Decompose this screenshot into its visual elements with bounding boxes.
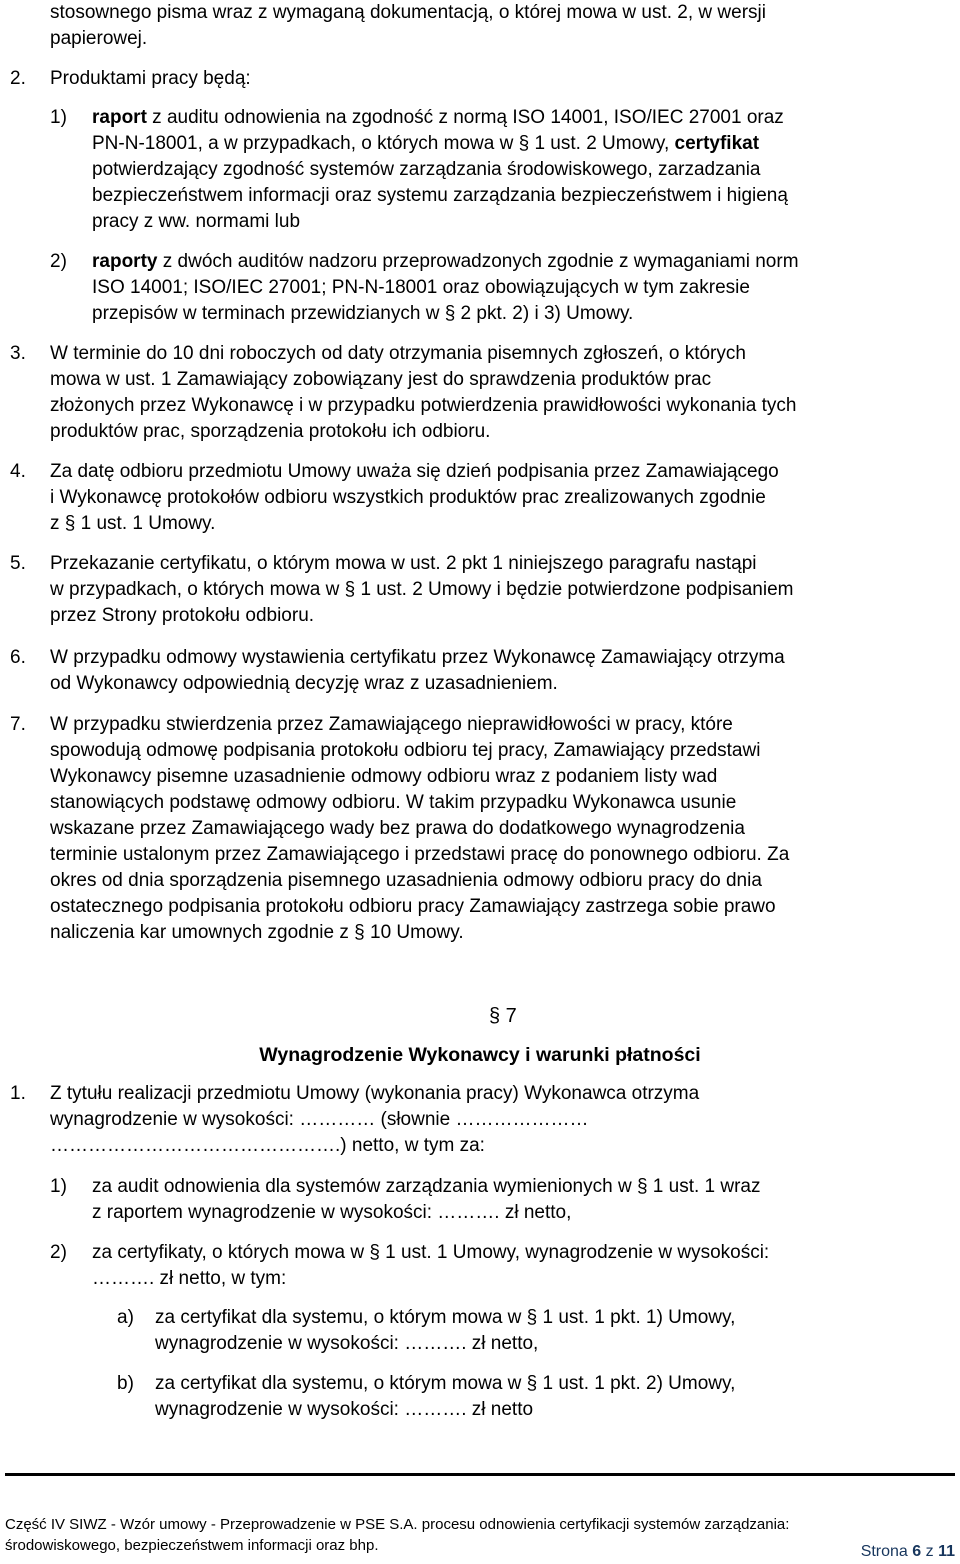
text-line: ostatecznego podpisania protokołu odbioru pracy Zamawiający zastrzega sobie prawo <box>50 896 776 917</box>
list-number: a) <box>117 1307 134 1328</box>
list-number: 2) <box>50 1242 67 1263</box>
text-line: W przypadku odmowy wystawienia certyfikatu przez Wykonawcę Zamawiający otrzyma <box>50 647 785 668</box>
text-line: Z tytułu realizacji przedmiotu Umowy (wykonania pracy) Wykonawca otrzyma <box>50 1083 700 1104</box>
list-number: 1) <box>50 107 67 128</box>
text-line: pracy z ww. normami lub <box>92 211 301 232</box>
text-span: PN-N-18001, a w przypadkach, o których mowa w § 1 ust. 2 Umowy, <box>92 133 675 154</box>
footer-divider <box>5 1473 955 1476</box>
text-line: z raportem wynagrodzenie w wysokości: ………. zł netto, <box>92 1202 572 1223</box>
text-line: Przekazanie certyfikatu, o którym mowa w ust. 2 pkt 1 niniejszego paragrafu nastąpi <box>50 553 757 574</box>
text-line: za audit odnowienia dla systemów zarządzania wymienionych w § 1 ust. 1 wraz <box>92 1176 761 1197</box>
text-line <box>92 131 759 157</box>
list-number: 6. <box>10 647 26 668</box>
footer-line: Część IV SIWZ - Wzór umowy - Przeprowadzenie w PSE S.A. procesu odnowienia certyfikacji systemów zarządzania: <box>5 1516 790 1533</box>
page-current: 6 <box>912 1543 922 1560</box>
page-footer <box>5 1514 955 1556</box>
text-line: złożonych przez Wykonawcę i w przypadku potwierdzenia prawidłowości wykonania tych <box>50 395 797 416</box>
text-line: ………. zł netto, w tym: <box>92 1268 287 1289</box>
text-line: przepisów w terminach przewidzianych w § 2 pkt. 2) i 3) Umowy. <box>92 303 634 324</box>
text-line <box>92 105 784 131</box>
text-line: wynagrodzenie w wysokości: ………. zł netto, <box>155 1333 539 1354</box>
text-line: bezpieczeństwem informacji oraz systemu zarządzania bezpieczeństwem i higieną <box>92 185 788 206</box>
page-number <box>861 1541 955 1562</box>
text-line: w przypadkach, o których mowa w § 1 ust. 2 Umowy i będzie potwierdzone podpisaniem <box>50 579 794 600</box>
text-line <box>92 249 799 275</box>
text-line: W terminie do 10 dni roboczych od daty otrzymania pisemnych zgłoszeń, o których <box>50 343 746 364</box>
section-paragraph-number: § 7 <box>489 1005 517 1027</box>
footer-line: środowiskowego, bezpieczeństwem informacji oraz bhp. <box>5 1537 379 1554</box>
list-number: 3. <box>10 343 26 364</box>
bold-term: certyfikat <box>674 133 760 154</box>
text-line: wynagrodzenie w wysokości: ………. zł netto <box>155 1399 534 1420</box>
text-line: terminie ustalonym przez Zamawiającego i przedstawi pracę do ponownego odbioru. Za <box>50 844 790 865</box>
list-number: 7. <box>10 714 26 735</box>
text-line: wynagrodzenie w wysokości: ………… (słownie ………………… <box>50 1109 589 1130</box>
text-line: mowa w ust. 1 Zamawiający zobowiązany jest do sprawdzenia produktów prac <box>50 369 712 390</box>
list-number: 1. <box>10 1083 26 1104</box>
text-line: naliczenia kar umownych zgodnie z § 10 Umowy. <box>50 922 464 943</box>
text-line: produktów prac, sporządzenia protokołu ich odbioru. <box>50 421 491 442</box>
text-span: z auditu odnowienia na zgodność z normą ISO 14001, ISO/IEC 27001 oraz <box>146 107 784 128</box>
text-line: za certyfikat dla systemu, o którym mowa w § 1 ust. 1 pkt. 2) Umowy, <box>155 1373 736 1394</box>
bold-term: raport <box>92 107 147 128</box>
list-number: 2) <box>50 251 67 272</box>
text-line: z § 1 ust. 1 Umowy. <box>50 513 216 534</box>
text-span: z dwóch auditów nadzoru przeprowadzonych zgodnie z wymaganiami norm <box>157 251 799 272</box>
page-prefix: Strona <box>860 1543 913 1560</box>
text-line: od Wykonawcy odpowiednią decyzję wraz z uzasadnieniem. <box>50 673 558 694</box>
page-total: 11 <box>938 1543 955 1560</box>
list-number: 4. <box>10 461 26 482</box>
text-line: za certyfikat dla systemu, o którym mowa w § 1 ust. 1 pkt. 1) Umowy, <box>155 1307 736 1328</box>
section-title: Wynagrodzenie Wykonawcy i warunki płatności <box>259 1044 701 1066</box>
text-line: papierowej. <box>50 28 148 49</box>
page-separator: z <box>921 1543 939 1560</box>
text-line: ISO 14001; ISO/IEC 27001; PN-N-18001 oraz obowiązujących w tym zakresie <box>92 277 750 298</box>
text-line: stosownego pisma wraz z wymaganą dokumentacją, o której mowa w ust. 2, w wersji <box>50 2 766 23</box>
list-number: b) <box>117 1373 134 1394</box>
text-line: W przypadku stwierdzenia przez Zamawiającego nieprawidłowości w pracy, które <box>50 714 733 735</box>
list-number: 2. <box>10 68 26 89</box>
text-line: za certyfikaty, o których mowa w § 1 ust. 1 Umowy, wynagrodzenie w wysokości: <box>92 1242 770 1263</box>
bold-term: raporty <box>92 251 158 272</box>
text-line: Wykonawcy pisemne uzasadnienie odmowy odbioru wraz z podaniem listy wad <box>50 766 718 787</box>
text-line: stanowiących podstawę odmowy odbioru. W takim przypadku Wykonawca usunie <box>50 792 737 813</box>
text-line: wskazane przez Zamawiającego wady bez prawa do dodatkowego wynagrodzenia <box>50 818 745 839</box>
text-line: Produktami pracy będą: <box>50 68 251 89</box>
text-line: spowodują odmowę podpisania protokołu odbioru tej pracy, Zamawiający przedstawi <box>50 740 761 761</box>
text-line: potwierdzający zgodność systemów zarządzania środowiskowego, zarzadzania <box>92 159 761 180</box>
list-number: 5. <box>10 553 26 574</box>
text-line: Za datę odbioru przedmiotu Umowy uważa się dzień podpisania przez Zamawiającego <box>50 461 779 482</box>
text-line: i Wykonawcę protokołów odbioru wszystkich produktów prac zrealizowanych zgodnie <box>50 487 766 508</box>
list-number: 1) <box>50 1176 67 1197</box>
text-line: ……………………………………….) netto, w tym za: <box>50 1135 485 1156</box>
text-line: przez Strony protokołu odbioru. <box>50 605 315 626</box>
text-line: okres od dnia sporządzenia pisemnego uzasadnienia odmowy odbioru pracy do dnia <box>50 870 762 891</box>
